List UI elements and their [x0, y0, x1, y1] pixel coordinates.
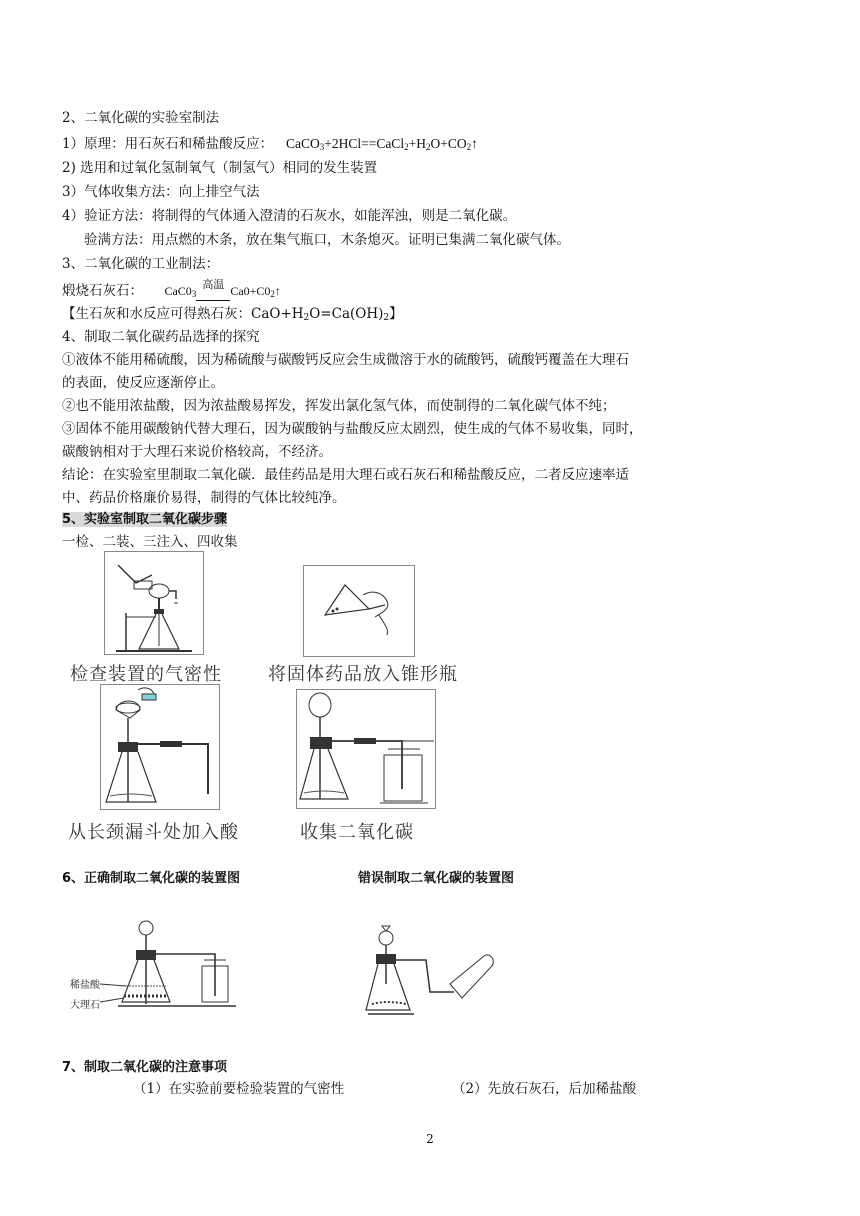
principle-label: 1）原理：用石灰石和稀盐酸反应：	[62, 136, 274, 152]
note-1: （1）在实验前要检验装置的气密性	[133, 1081, 345, 1097]
caption-add-solid: 将固体药品放入锥形瓶	[268, 664, 458, 685]
airtightness-check-figure	[104, 551, 204, 655]
correct-apparatus-figure	[70, 920, 236, 1012]
section-7-title: 7、制取二氧化碳的注意事项	[62, 1060, 228, 1075]
reason-3-line-b: 碳酸钠相对于大理石来说价格较高，不经济。	[62, 444, 332, 460]
reason-2: ②也不能用浓盐酸，因为浓盐酸易挥发，挥发出氯化氢气体，而使制得的二氧化碳气体不纯；	[62, 398, 616, 414]
correct-apparatus-title: 6、正确制取二氧化碳的装置图	[62, 871, 241, 886]
collect-co2-figure	[296, 689, 436, 809]
section-2-title: 2、二氧化碳的实验室制法	[62, 110, 220, 126]
conclusion-line-a: 结论：在实验室里制取二氧化碳．最佳药品是用大理石或石灰石和稀盐酸反应，二者反应速率适	[62, 467, 629, 483]
section-5-title: 5、实验室制取二氧化碳步骤	[62, 512, 228, 527]
item-4-verify: 4）验证方法：将制得的气体通入澄清的石灰水，如能浑浊，则是二氧化碳。	[62, 208, 517, 224]
caption-airtightness: 检查装置的气密性	[70, 664, 222, 685]
item-2-apparatus: 2) 选用和过氧化氢制氧气（制氢气）相同的发生装置	[62, 160, 378, 176]
label-marble: 大理石	[70, 1000, 100, 1011]
reason-3-line-a: ③固体不能用碳酸钠代替大理石，因为碳酸钠与盐酸反应太剧烈，使生成的气体不易收集，同时，	[62, 421, 643, 437]
conclusion-line-b: 中、药品价格廉价易得，制得的气体比较纯净。	[62, 490, 346, 506]
page-number: 2	[426, 1132, 434, 1146]
caption-collect: 收集二氧化碳	[300, 822, 414, 843]
caption-add-acid: 从长颈漏斗处加入酸	[68, 822, 239, 843]
add-acid-figure	[100, 684, 220, 810]
reaction-condition: 高温	[196, 290, 230, 301]
note-2: （2）先放石灰石，后加稀盐酸	[452, 1081, 637, 1097]
item-3-collection: 3）气体收集方法：向上排空气法	[62, 184, 260, 200]
wrong-apparatus-title: 错误制取二氧化碳的装置图	[358, 871, 515, 886]
calcination-line	[62, 281, 281, 301]
section-3-title: 3、二氧化碳的工业制法：	[62, 256, 220, 272]
steps-summary: 一检、二装、三注入、四收集	[62, 534, 238, 550]
principle-equation: $CaCO_3+2HCl==CaCl_2+H_2O+CO_2↑$	[285, 136, 478, 152]
quicklime-note: 【生石灰和水反应可得熟石灰：$CaO+H_2O=Ca(OH)_2$】	[62, 306, 403, 323]
section-4-title: 4、制取二氧化碳药品选择的探究	[62, 329, 260, 345]
reason-1-line-b: 的表面，使反应逐渐停止。	[62, 375, 224, 391]
label-dilute-acid: 稀盐酸	[70, 980, 100, 991]
wrong-apparatus-figure	[364, 918, 496, 1018]
calcination-equation: $CaC0_3$ 高温 $Ca0+C0_2↑$	[164, 279, 281, 299]
reason-1-line-a: ①液体不能用稀硫酸，因为稀硫酸与碳酸钙反应会生成微溶于水的硫酸钙，硫酸钙覆盖在大理石	[62, 352, 629, 368]
add-solid-figure	[303, 565, 415, 657]
calcination-label: 煅烧石灰石：	[62, 283, 143, 299]
principle-line	[62, 134, 478, 154]
item-4-full-check: 验满方法：用点燃的木条，放在集气瓶口，木条熄灭。证明已集满二氧化碳气体。	[84, 232, 570, 248]
